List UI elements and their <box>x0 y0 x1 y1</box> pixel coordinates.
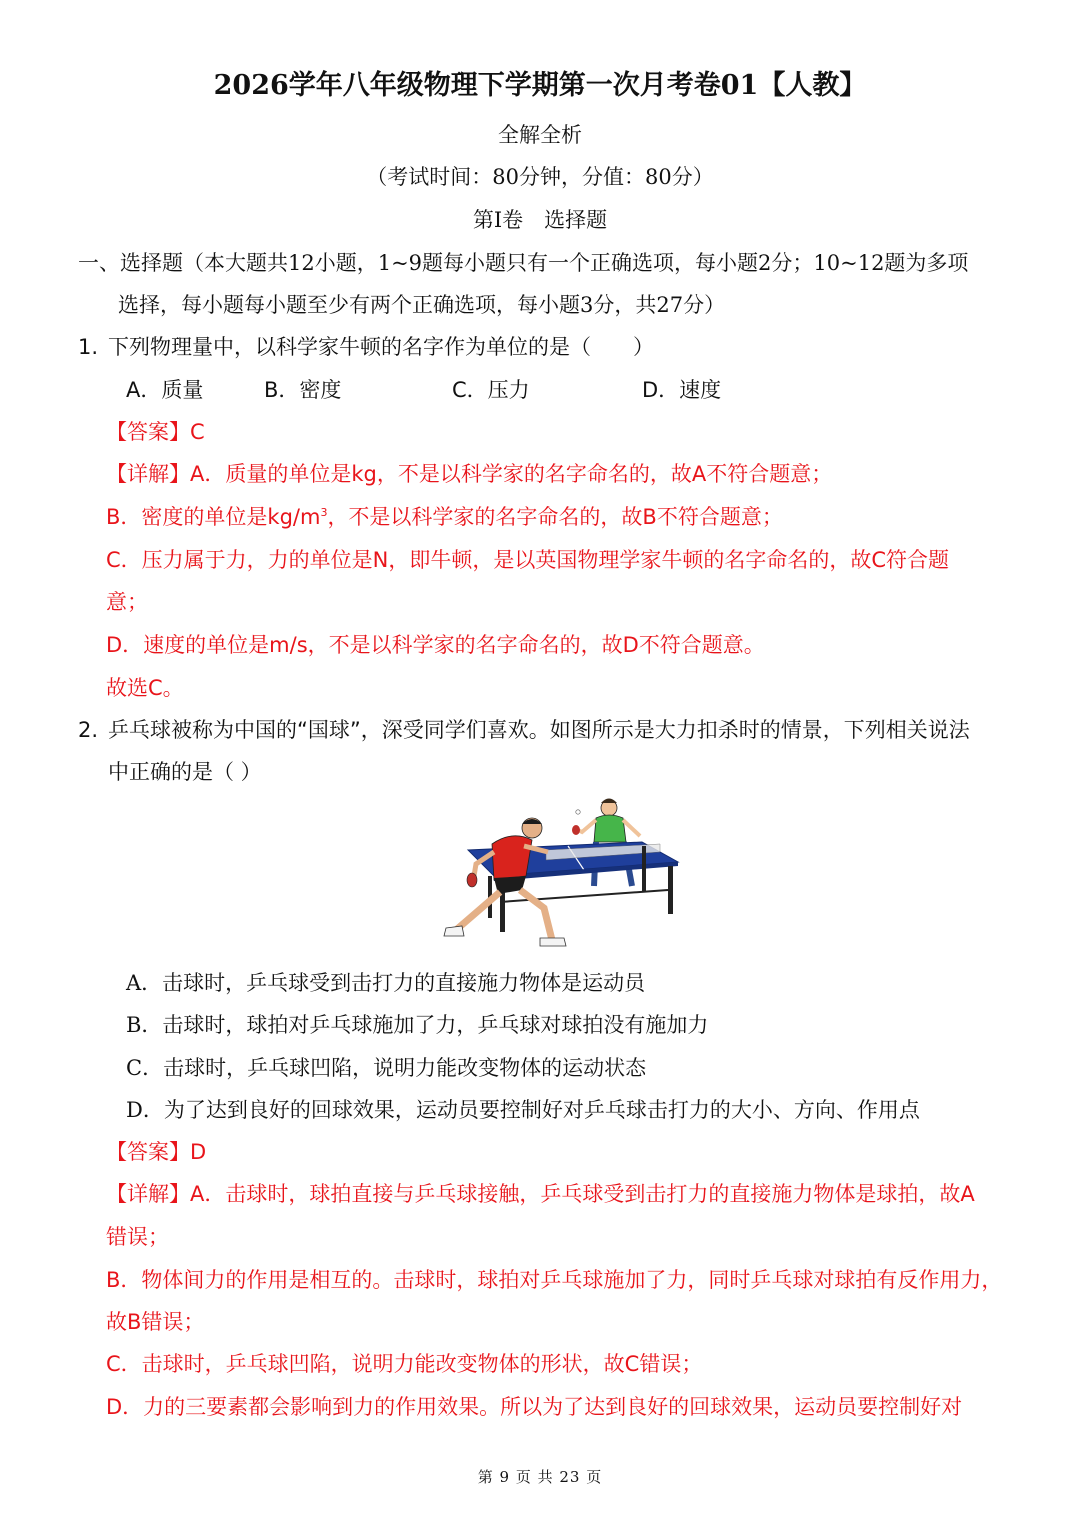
q2-answer: 【答案】D <box>106 1140 207 1164</box>
q2-explain-c: C．击球时，乒乓球凹陷，说明力能改变物体的形状，故C错误； <box>106 1352 703 1376</box>
exam-info: （考试时间：80分钟，分值：80分） <box>366 165 714 189</box>
section-heading: 第Ⅰ卷 选择题 <box>472 208 608 232</box>
q1-answer: 【答案】C <box>106 420 205 444</box>
q1-explain-c-cont: 意； <box>106 590 148 614</box>
q2-stem-cont: 中正确的是（ ） <box>108 760 262 784</box>
q2-option-b: B．击球时，球拍对乒乓球施加了力，乒乓球对球拍没有施加力 <box>126 1013 709 1037</box>
q1-option-b: B．密度 <box>264 378 342 402</box>
q2-explain-d: D．力的三要素都会影响到力的作用效果。所以为了达到良好的回球效果，运动员要控制好对 <box>106 1395 963 1419</box>
part-one-heading: 一、选择题（本大题共12小题，1~9题每小题只有一个正确选项，每小题2分；10~12题为多项 <box>78 251 969 275</box>
q1-number: 1. <box>78 335 99 359</box>
q2-explain-a-cont: 错误； <box>106 1225 169 1249</box>
q2-stem: 乒乓球被称为中国的“国球”，深受同学们喜欢。如图所示是大力扣杀时的情景，下列相关说法 <box>108 718 970 742</box>
q1-explain-d: D．速度的单位是m/s，不是以科学家的名字命名的，故D不符合题意。 <box>106 633 765 657</box>
q1-explain-c: C．压力属于力，力的单位是N，即牛顿，是以英国物理学家牛顿的名字命名的，故C符合题 <box>106 548 950 572</box>
q1-explain-b-rest: ，不是以科学家的名字命名的，故B不符合题意； <box>327 505 783 529</box>
q2-option-c: C．击球时，乒乓球凹陷，说明力能改变物体的运动状态 <box>126 1056 647 1080</box>
q1-explain-b-exponent: 3 <box>320 506 328 519</box>
q1-option-d: D．速度 <box>642 378 722 402</box>
q2-explain-b-cont: 故B错误； <box>106 1310 205 1334</box>
q1-explain-b-unit: B．密度的单位是kg/m <box>106 505 321 529</box>
ping-pong-illustration <box>428 790 684 950</box>
q1-option-a: A．质量 <box>126 378 204 402</box>
doc-title: 2026学年八年级物理下学期第一次月考卷01【人教】 <box>213 70 867 101</box>
q2-number: 2. <box>78 718 99 742</box>
doc-subtitle: 全解全析 <box>498 123 582 147</box>
page-footer: 第 9 页 共 23 页 <box>477 1468 603 1486</box>
q1-conclusion: 故选C。 <box>106 676 184 700</box>
q2-option-d: D．为了达到良好的回球效果，运动员要控制好对乒乓球击打力的大小、方向、作用点 <box>126 1098 920 1122</box>
q2-option-a: A．击球时，乒乓球受到击打力的直接施力物体是运动员 <box>126 971 646 995</box>
q2-explain-b: B．物体间力的作用是相互的。击球时，球拍对乒乓球施加了力，同时乒乓球对球拍有反作用力， <box>106 1268 1003 1292</box>
q1-stem: 下列物理量中，以科学家牛顿的名字作为单位的是（ ） <box>108 335 654 359</box>
q1-option-c: C．压力 <box>452 378 530 402</box>
q1-explain-b <box>106 502 783 532</box>
part-one-heading-cont: 选择，每小题每小题至少有两个正确选项，每小题3分，共27分） <box>118 293 726 317</box>
q2-explain-a: 【详解】A．击球时，球拍直接与乒乓球接触，乒乓球受到击打力的直接施力物体是球拍，故A <box>106 1182 975 1206</box>
q1-explain-a: 【详解】A．质量的单位是kg，不是以科学家的名字命名的，故A不符合题意； <box>106 462 833 486</box>
